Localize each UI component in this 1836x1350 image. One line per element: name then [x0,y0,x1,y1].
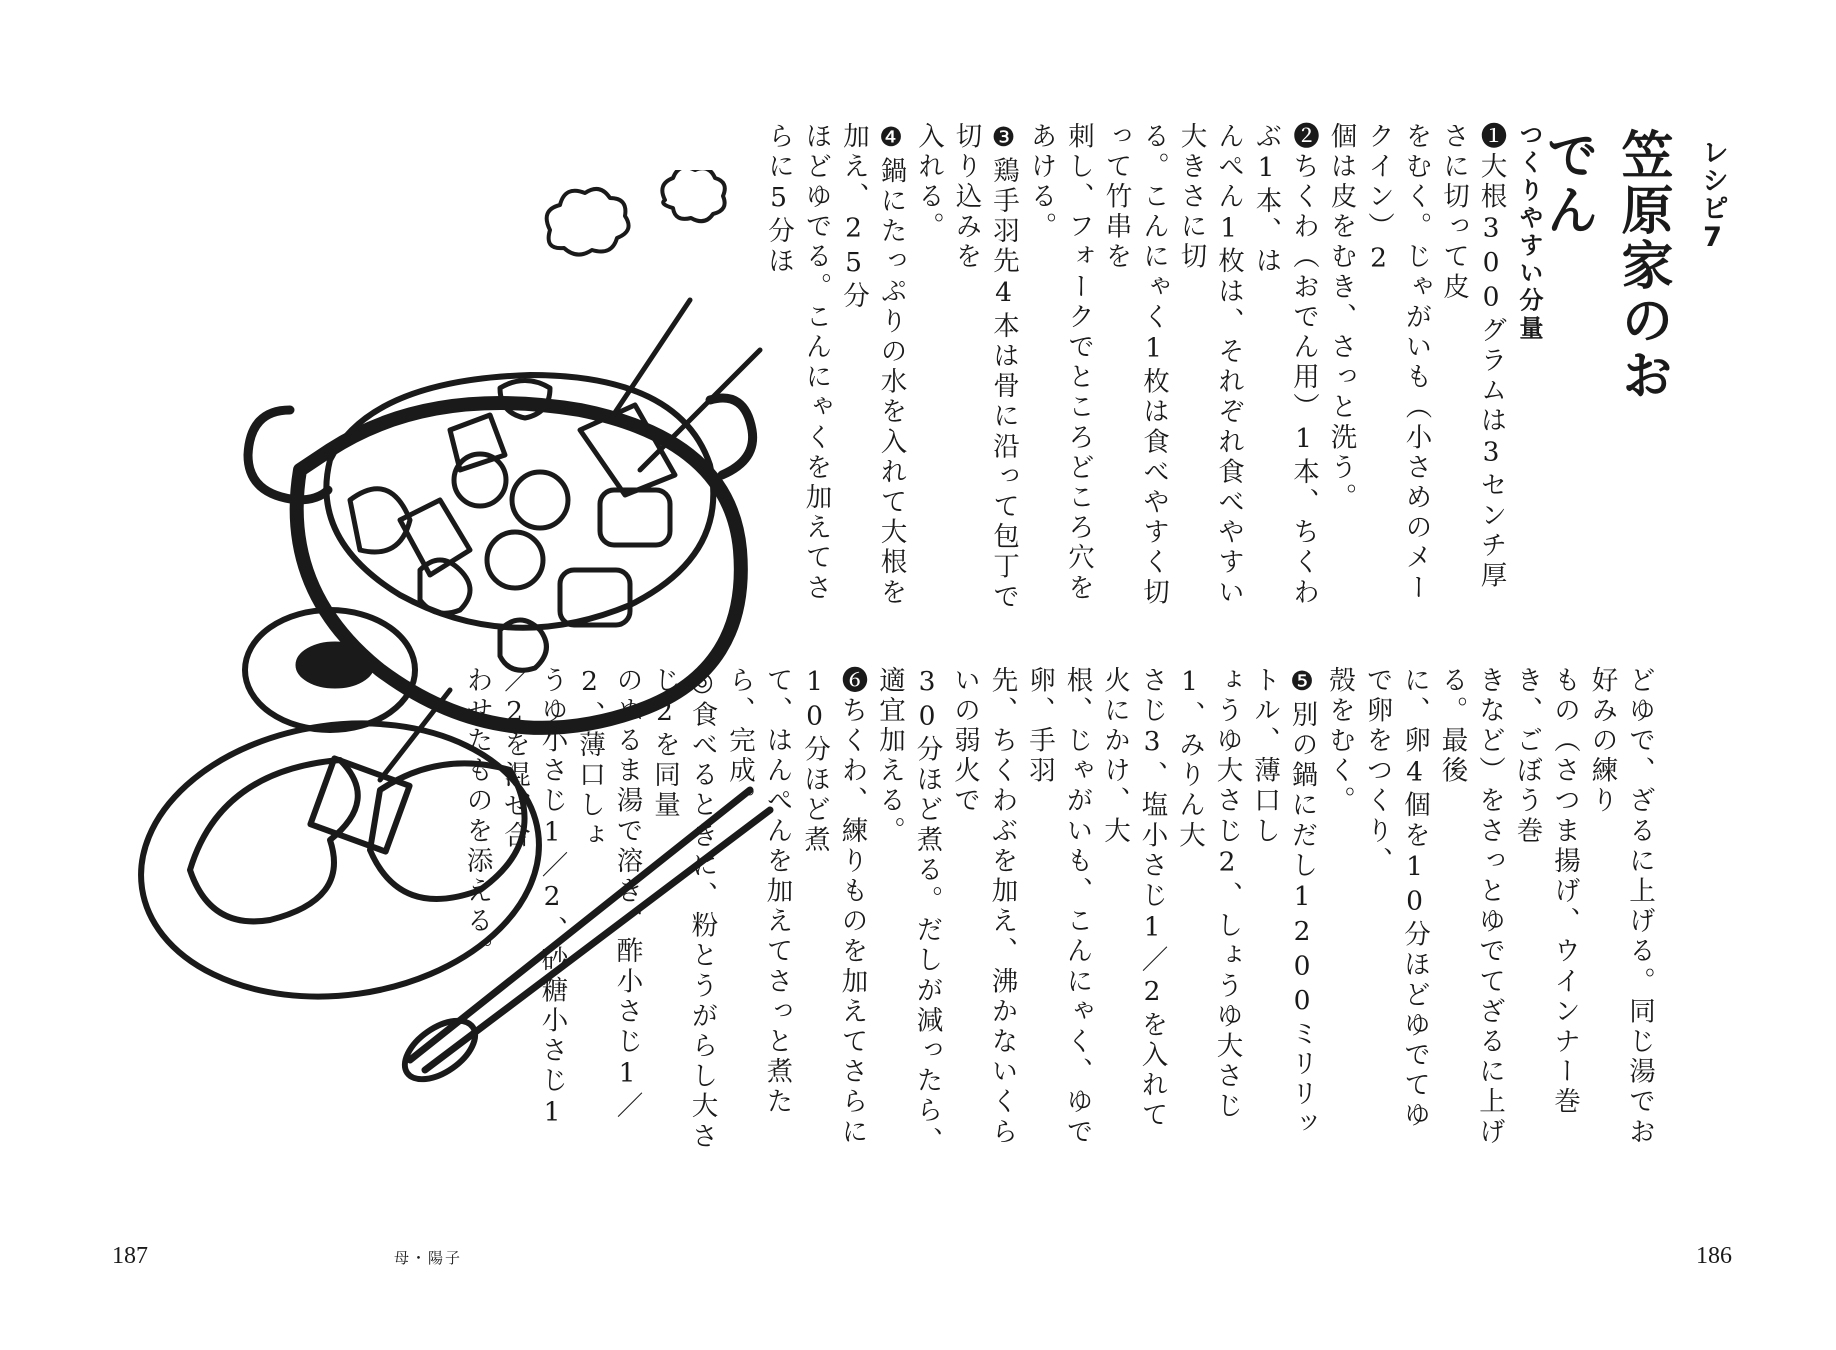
recipe-number: レシピ7 [1697,138,1728,254]
egg [512,472,568,528]
ingredients-heading: つくりやすい分量 [1515,122,1543,343]
page-number-left: 187 [112,1243,148,1269]
steps-upper-text: ❶大根300グラムは3センチ厚さに切って皮 をむく。じゃがいも（小さめのメークイン）2 個は皮をむき、さっと洗う。 ❷ちくわ（おでん用）1本、ちくわぶ1本、は んぺん1枚は、それぞれ食べやすい大きさに切 る。こんにゃく1枚は食べやすく切って竹串を 刺し、フォークでところどころ穴をあける。 ❸鶏手羽先4本は骨に沿って包丁で切り込みを 入れる。 ❹鍋にたっぷりの水を入れて大根を加え、25分 ほどゆでる。こんにゃくを加えてさらに5分ほ [763,122,1507,613]
recipe-steps-upper [763,122,1548,617]
recipe-steps-lower: どゆで、ざるに上げる。同じ湯でお好みの練り もの（さつま揚げ、ウインナー巻き、ごぼう巻 きなど）をさっとゆでてざるに上げる。最後 に、卵4個を10分ほどゆでてゆで卵をつくり、 殻をむく。 ❺別の鍋にだし1200ミリリットル、薄口し ょうゆ大さじ2、しょうゆ大さじ1、みりん大 さじ3、塩小さじ1／2を入れて火にかけ、大 根、じゃがいも、こんにゃく、ゆで卵、手羽 先、ちくわぶを加え、沸かないくらいの弱火で 30分ほど煮る。だしが減ったら、適宜加える。 ❻ちくわ、練りものを加えてさらに10分ほど煮 て、はんぺんを加えてさっと煮たら、完成。 ◎食べるときに、粉とうがらし大さじ2を同量 のぬるま湯で溶き、酢小さじ1／2、薄口しょ うゆ小さじ1／2、砂糖小さじ1／2を混ぜ合 わせたものを添える。 [461,666,1655,1157]
recipe-title: 笠原家のおでん [1537,128,1673,403]
egg [487,532,543,588]
page-number-right: 186 [1696,1243,1732,1269]
steam-puff [547,189,629,255]
daikon [600,490,670,545]
konnyaku [400,500,470,575]
konnyaku-slice [310,758,409,851]
chicken-wing [190,760,358,921]
steam-puff [662,170,724,221]
skewer [610,300,690,420]
pot-handle [710,398,753,475]
chopstick-rest [395,1009,486,1091]
running-head: 母・陽子 [394,1249,463,1267]
mustard [297,643,373,687]
